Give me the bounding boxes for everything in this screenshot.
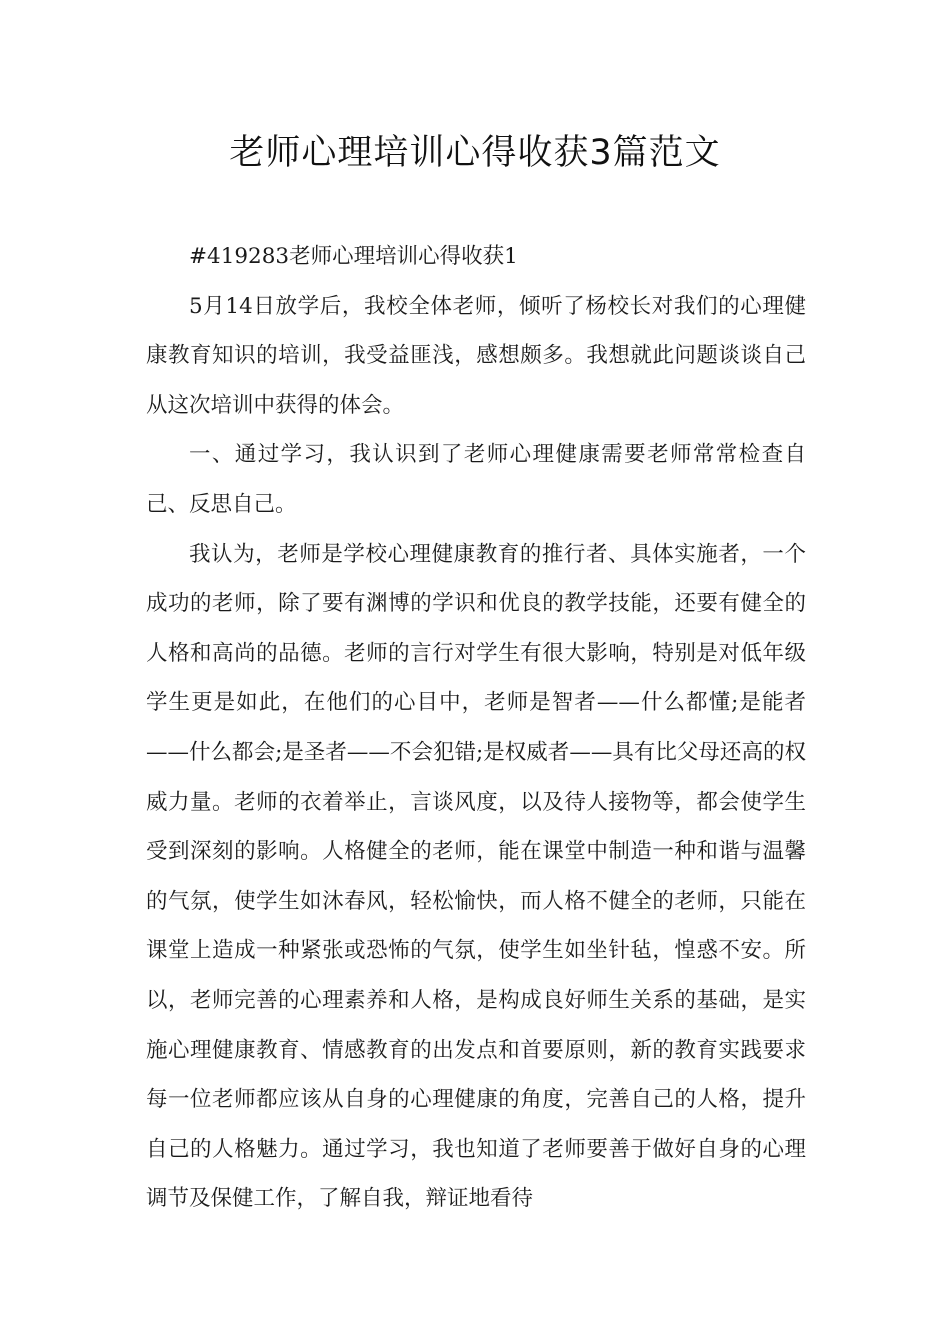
paragraph-point-1: 一、通过学习，我认识到了老师心理健康需要老师常常检查自己、反思自己。: [146, 442, 806, 517]
document-body: [146, 232, 806, 1224]
paragraph-heading-1: #419283老师心理培训心得收获1: [189, 244, 518, 269]
paragraph-main: 我认为，老师是学校心理健康教育的推行者、具体实施者，一个成功的老师，除了要有渊博的学识和优良的教学技能，还要有健全的人格和高尚的品德。老师的言行对学生有很大影响，特别是对低年级学生更是如此，在他们的心目中，老师是智者——什么都懂;是能者——什么都会;是圣者——不会犯错;是权威者——具有比父母还高的权威力量。老师的衣着举止，言谈风度，以及待人接物等，都会使学生受到深刻的影响。人格健全的老师，能在课堂中制造一种和谐与温馨的气氛，使学生如沐春风，轻松愉快，而人格不健全的老师，只能在课堂上造成一种紧张或恐怖的气氛，使学生如坐针毡，惶惑不安。所以，老师完善的心理素养和人格，是构成良好师生关系的基础，是实施心理健康教育、情感教育的出发点和首要原则，新的教育实践要求每一位老师都应该从自身的心理健康的角度，完善自己的人格，提升自己的人格魅力。通过学习，我也知道了老师要善于做好自身的心理调节及保健工作，了解自我，辩证地看待: [146, 541, 806, 1212]
document-title: 老师心理培训心得收获3篇范文: [229, 133, 721, 173]
paragraph-intro: 5月14日放学后，我校全体老师，倾听了杨校长对我们的心理健康教育知识的培训，我受益匪浅，感想颇多。我想就此问题谈谈自己从这次培训中获得的体会。: [146, 293, 806, 418]
